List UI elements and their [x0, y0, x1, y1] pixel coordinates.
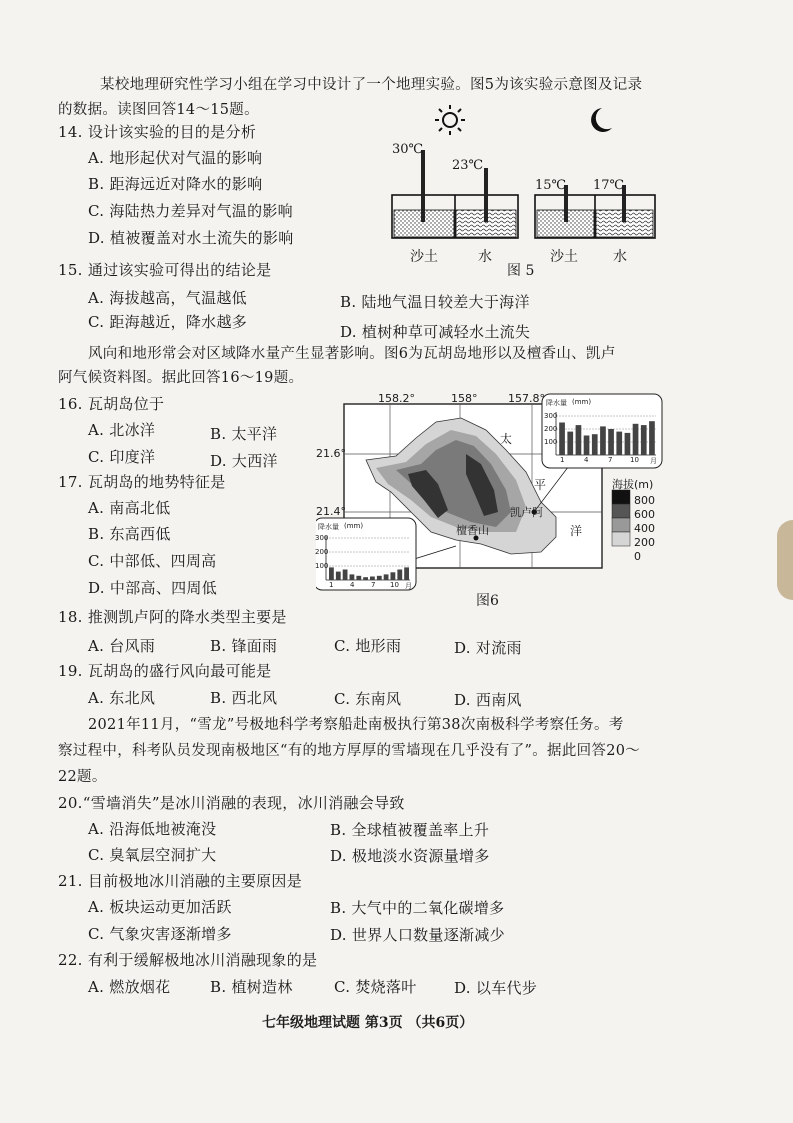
kailua-bar	[633, 424, 639, 455]
q16-option-b: B. 太平洋	[210, 425, 278, 443]
temp-night-water: 17℃	[593, 178, 625, 193]
label-water: 水	[613, 249, 627, 265]
chart-honolulu-xtick: 1	[329, 581, 334, 589]
label-sand: 沙土	[550, 249, 578, 265]
temp-day-water: 23℃	[452, 158, 484, 173]
q22-option-a: A. 燃放烟花	[88, 978, 171, 996]
page-edge-shadow	[777, 520, 793, 600]
temp-night-sand: 15℃	[535, 178, 567, 193]
q18-option-d: D. 对流雨	[454, 639, 522, 657]
chart-honolulu-ytick: 300	[315, 534, 329, 542]
kailua-bar	[592, 434, 598, 455]
intro-line: 2021年11月，“雪龙”号极地科学考察船赴南极执行第38次南极科学考察任务。考	[88, 717, 624, 733]
chart-kailua-ytick: 200	[544, 425, 558, 433]
longitude-label: 158°	[451, 392, 478, 405]
question-18-stem: 18. 推测凯卢阿的降水类型主要是	[58, 608, 287, 626]
chart-kailua-xtick: 1	[560, 456, 565, 464]
chart-kailua-ylabel: 降水量	[546, 399, 567, 407]
moon-icon	[591, 108, 612, 132]
chart-kailua-xtick: 7	[608, 456, 613, 464]
q18-option-a: A. 台风雨	[88, 637, 156, 655]
intro-line: 察过程中，科考队员发现南极地区“有的地方厚厚的雪墙现在几乎没有了”。据此回答20～	[58, 743, 641, 759]
honolulu-bar	[384, 574, 389, 580]
q18-option-c: C. 地形雨	[334, 637, 402, 655]
latitude-label: 21.4°	[316, 505, 346, 518]
kailua-bar	[600, 426, 606, 455]
chart-kailua-xtick: 10	[630, 456, 639, 464]
q21-option-d: D. 世界人口数量逐渐减少	[330, 926, 505, 944]
q15-option-b: B. 陆地气温日较差大于海洋	[340, 293, 530, 311]
honolulu-bar	[377, 576, 382, 580]
q15-option-d: D. 植树种草可减轻水土流失	[340, 323, 531, 341]
q19-option-a: A. 东北风	[88, 689, 156, 707]
kailua-bar	[641, 425, 647, 455]
chart-honolulu-ylabel: 降水量	[318, 523, 339, 531]
honolulu-bar	[350, 574, 355, 580]
question-15-stem: 15. 通过该实验可得出的结论是	[58, 261, 272, 279]
q21-option-c: C. 气象灾害逐渐增多	[88, 925, 232, 943]
q16-option-d: D. 大西洋	[210, 452, 278, 470]
honolulu-bar	[404, 567, 409, 580]
intro-line: 22题。	[58, 769, 107, 785]
honolulu-bar	[397, 570, 402, 581]
q20-option-c: C. 臭氧层空洞扩大	[88, 846, 217, 864]
q22-option-d: D. 以车代步	[454, 979, 538, 997]
chart-honolulu-xtick: 7	[371, 581, 376, 589]
q20-option-b: B. 全球植被覆盖率上升	[330, 821, 490, 839]
q14-option-b: B. 距海远近对降水的影响	[88, 175, 263, 193]
q15-option-a: A. 海拔越高，气温越低	[88, 289, 247, 307]
kailua-bar	[576, 425, 582, 455]
ocean-label: 洋	[570, 524, 583, 538]
chart-honolulu-xtick: 月	[405, 582, 412, 590]
q19-option-d: D. 西南风	[454, 691, 522, 709]
legend-level: 200	[634, 536, 655, 549]
intro-line: 的数据。读图回答14～15题。	[58, 102, 259, 118]
honolulu-bar	[363, 577, 368, 580]
intro-line: 某校地理研究性学习小组在学习中设计了一个地理实验。图5为该实验示意图及记录	[100, 77, 643, 93]
kailua-bar	[616, 432, 622, 455]
label-sand: 沙土	[410, 249, 438, 265]
chart-kailua-ytick: 300	[544, 412, 558, 420]
q17-option-a: A. 南高北低	[88, 499, 171, 517]
figure-6	[316, 392, 680, 614]
chart-honolulu-xtick: 4	[350, 581, 355, 589]
figure-5	[380, 100, 680, 280]
legend-title: 海拔(m)	[612, 478, 654, 491]
honolulu-bar	[391, 572, 396, 580]
question-16-stem: 16. 瓦胡岛位于	[58, 395, 165, 413]
label-water: 水	[478, 249, 492, 265]
ocean-label: 平	[534, 478, 547, 492]
chart-honolulu-xtick: 10	[390, 581, 399, 589]
question-14-stem: 14. 设计该实验的目的是分析	[58, 123, 257, 141]
q16-option-c: C. 印度洋	[88, 448, 156, 466]
honolulu-bar	[343, 570, 348, 581]
longitude-label: 157.8°	[508, 392, 545, 405]
question-19-stem: 19. 瓦胡岛的盛行风向最可能是	[58, 662, 272, 680]
q17-option-b: B. 东高西低	[88, 525, 171, 543]
city-honolulu-label: 檀香山	[456, 524, 489, 537]
kailua-bar	[608, 429, 614, 455]
q19-option-b: B. 西北风	[210, 689, 278, 707]
q18-option-b: B. 锋面雨	[210, 637, 278, 655]
q16-option-a: A. 北冰洋	[88, 421, 156, 439]
chart-honolulu-ytick: 100	[315, 562, 329, 570]
chart-honolulu-unit: (mm)	[344, 522, 364, 530]
page-footer: 七年级地理试题 第3页 （共6页）	[262, 1015, 474, 1031]
honolulu-bar	[329, 567, 334, 580]
chart-kailua-xtick: 4	[584, 456, 589, 464]
question-17-stem: 17. 瓦胡岛的地势特征是	[58, 473, 226, 491]
intro-line: 阿气候资料图。据此回答16～19题。	[58, 370, 304, 386]
honolulu-bar	[336, 572, 341, 580]
figure-6-caption: 图6	[476, 593, 499, 609]
q17-option-c: C. 中部低、四周高	[88, 552, 217, 570]
q14-option-a: A. 地形起伏对气温的影响	[88, 149, 263, 167]
chart-honolulu-ytick: 200	[315, 548, 329, 556]
q21-option-a: A. 板块运动更加活跃	[88, 898, 232, 916]
longitude-label: 158.2°	[378, 392, 415, 405]
honolulu-bar	[356, 576, 361, 580]
chart-kailua-ytick: 100	[544, 438, 558, 446]
legend-level: 600	[634, 508, 655, 521]
chart-kailua-unit: (mm)	[572, 398, 592, 406]
q21-option-b: B. 大气中的二氧化碳增多	[330, 899, 505, 917]
ocean-label: 太	[500, 432, 513, 446]
q14-option-d: D. 植被覆盖对水土流失的影响	[88, 229, 294, 247]
kailua-bar	[559, 423, 565, 456]
question-20-stem: 20.“雪墙消失”是冰川消融的表现，冰川消融会导致	[58, 794, 405, 812]
latitude-label: 21.6°	[316, 447, 346, 460]
kailua-bar	[625, 433, 631, 455]
legend-level: 400	[634, 522, 655, 535]
q17-option-d: D. 中部高、四周低	[88, 579, 218, 597]
q22-option-c: C. 焚烧落叶	[334, 978, 417, 996]
kailua-bar	[584, 436, 590, 456]
question-22-stem: 22. 有利于缓解极地冰川消融现象的是	[58, 951, 318, 969]
legend-level: 800	[634, 494, 655, 507]
elevation-legend	[612, 490, 630, 546]
question-21-stem: 21. 目前极地冰川消融的主要原因是	[58, 872, 303, 890]
legend-level: 0	[634, 550, 641, 563]
kailua-bar	[649, 421, 655, 455]
city-kailua-label: 凯卢阿	[510, 506, 543, 519]
q20-option-d: D. 极地淡水资源量增多	[330, 847, 490, 865]
honolulu-bar	[370, 577, 375, 581]
q14-option-c: C. 海陆热力差异对气温的影响	[88, 202, 293, 220]
intro-line: 风向和地形常会对区域降水量产生显著影响。图6为瓦胡岛地形以及檀香山、凯卢	[88, 346, 616, 362]
figure-5-caption: 图 5	[507, 263, 535, 279]
q22-option-b: B. 植树造林	[210, 978, 293, 996]
temp-day-sand: 30℃	[392, 142, 424, 157]
q15-option-c: C. 距海越近，降水越多	[88, 313, 248, 331]
kailua-bar	[567, 432, 573, 455]
q19-option-c: C. 东南风	[334, 690, 402, 708]
q20-option-a: A. 沿海低地被淹没	[88, 820, 217, 838]
chart-kailua-xtick: 月	[650, 457, 657, 465]
sun-icon	[435, 105, 465, 135]
